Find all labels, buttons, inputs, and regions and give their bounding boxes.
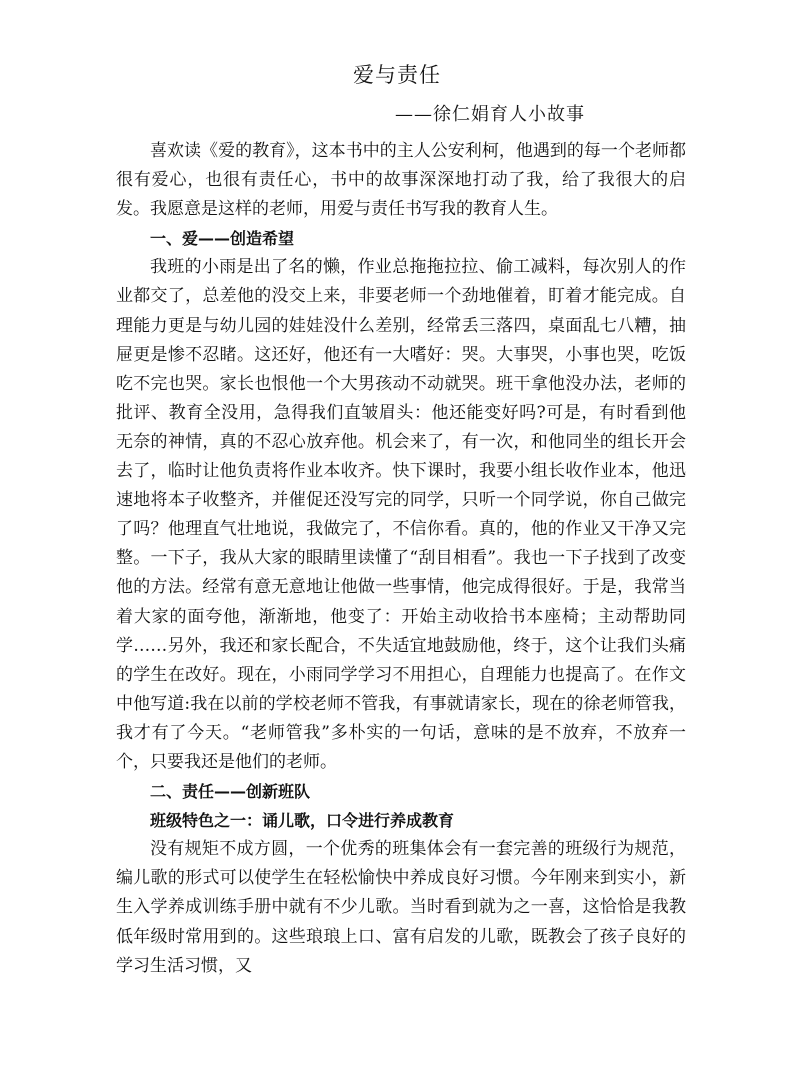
story-paragraph: 我班的小雨是出了名的懒，作业总拖拖拉拉、偷工减料，每次别人的作业都交了，总差他的没交上来，非要老师一个劲地催着，盯着才能完成。自理能力更是与幼儿园的娃娃没什么差别，经常丢三落四，桌面乱七八糟，抽屉更是惨不忍睹。这还好，他还有一大嗜好：哭。大事哭，小事也哭，吃饭吃不完也哭。家长也恨他一个大男孩动不动就哭。班干拿他没办法，老师的批评、教育全没用，急得我们直皱眉头：他还能变好吗?可是，有时看到他无奈的神情，真的不忍心放弃他。机会来了，有一次，和他同坐的组长开会去了，临时让他负责将作业本收齐。快下课时，我要小组长收作业本，他迅速地将本子收整齐，并催促还没写完的同学，只听一个同学说，你自己做完了吗？他理直气壮地说，我做完了，不信你看。真的，他的作业又干净又完整。一下子，我从大家的眼睛里读懂了“刮目相看”。我也一下子找到了改变他的方法。经常有意无意地让他做一些事情，他完成得很好。于是，我常当着大家的面夸他，渐渐地，他变了：开始主动收拾书本座椅；主动帮助同学……另外，我还和家长配合，不失适宜地鼓励他，终于，这个让我们头痛的学生在改好。现在，小雨同学学习不用担心，自理能力也提高了。在作文中他写道:我在以前的学校老师不管我，有事就请家长，现在的徐老师管我，我才有了今天。“老师管我”多朴实的一句话，意味的是不放弃，不放弃一个，只要我还是他们的老师。 [116,257,686,772]
section-heading-love: 一、爱——创造希望 [150,229,295,249]
class-feature-paragraph: 没有规矩不成方圆，一个优秀的班集体会有一套完善的班级行为规范，编儿歌的形式可以使学生在轻松愉快中养成良好习惯。今年刚来到实小，新生入学养成训练手册中就有不少儿歌。当时看到就为之一喜，这恰恰是我教低年级时常用到的。这些琅琅上口、富有启发的儿歌，既教会了孩子良好的学习生活习惯，又 [116,839,686,976]
document-body [116,137,686,981]
subsection-heading-class-feature: 班级特色之一：诵儿歌，口令进行养成教育 [150,811,455,831]
section-heading-responsibility: 二、责任——创新班队 [150,782,311,802]
intro-paragraph: 喜欢读《爱的教育》，这本书中的主人公安利柯，他遇到的每一个老师都很有爱心，也很有责任心，书中的故事深深地打动了我，给了我很大的启发。我愿意是这样的老师，用爱与责任书写我的教育人生。 [116,141,686,220]
document-subtitle: ——徐仁娟育人小故事 [395,104,585,125]
document-title: 爱与责任 [353,63,441,87]
